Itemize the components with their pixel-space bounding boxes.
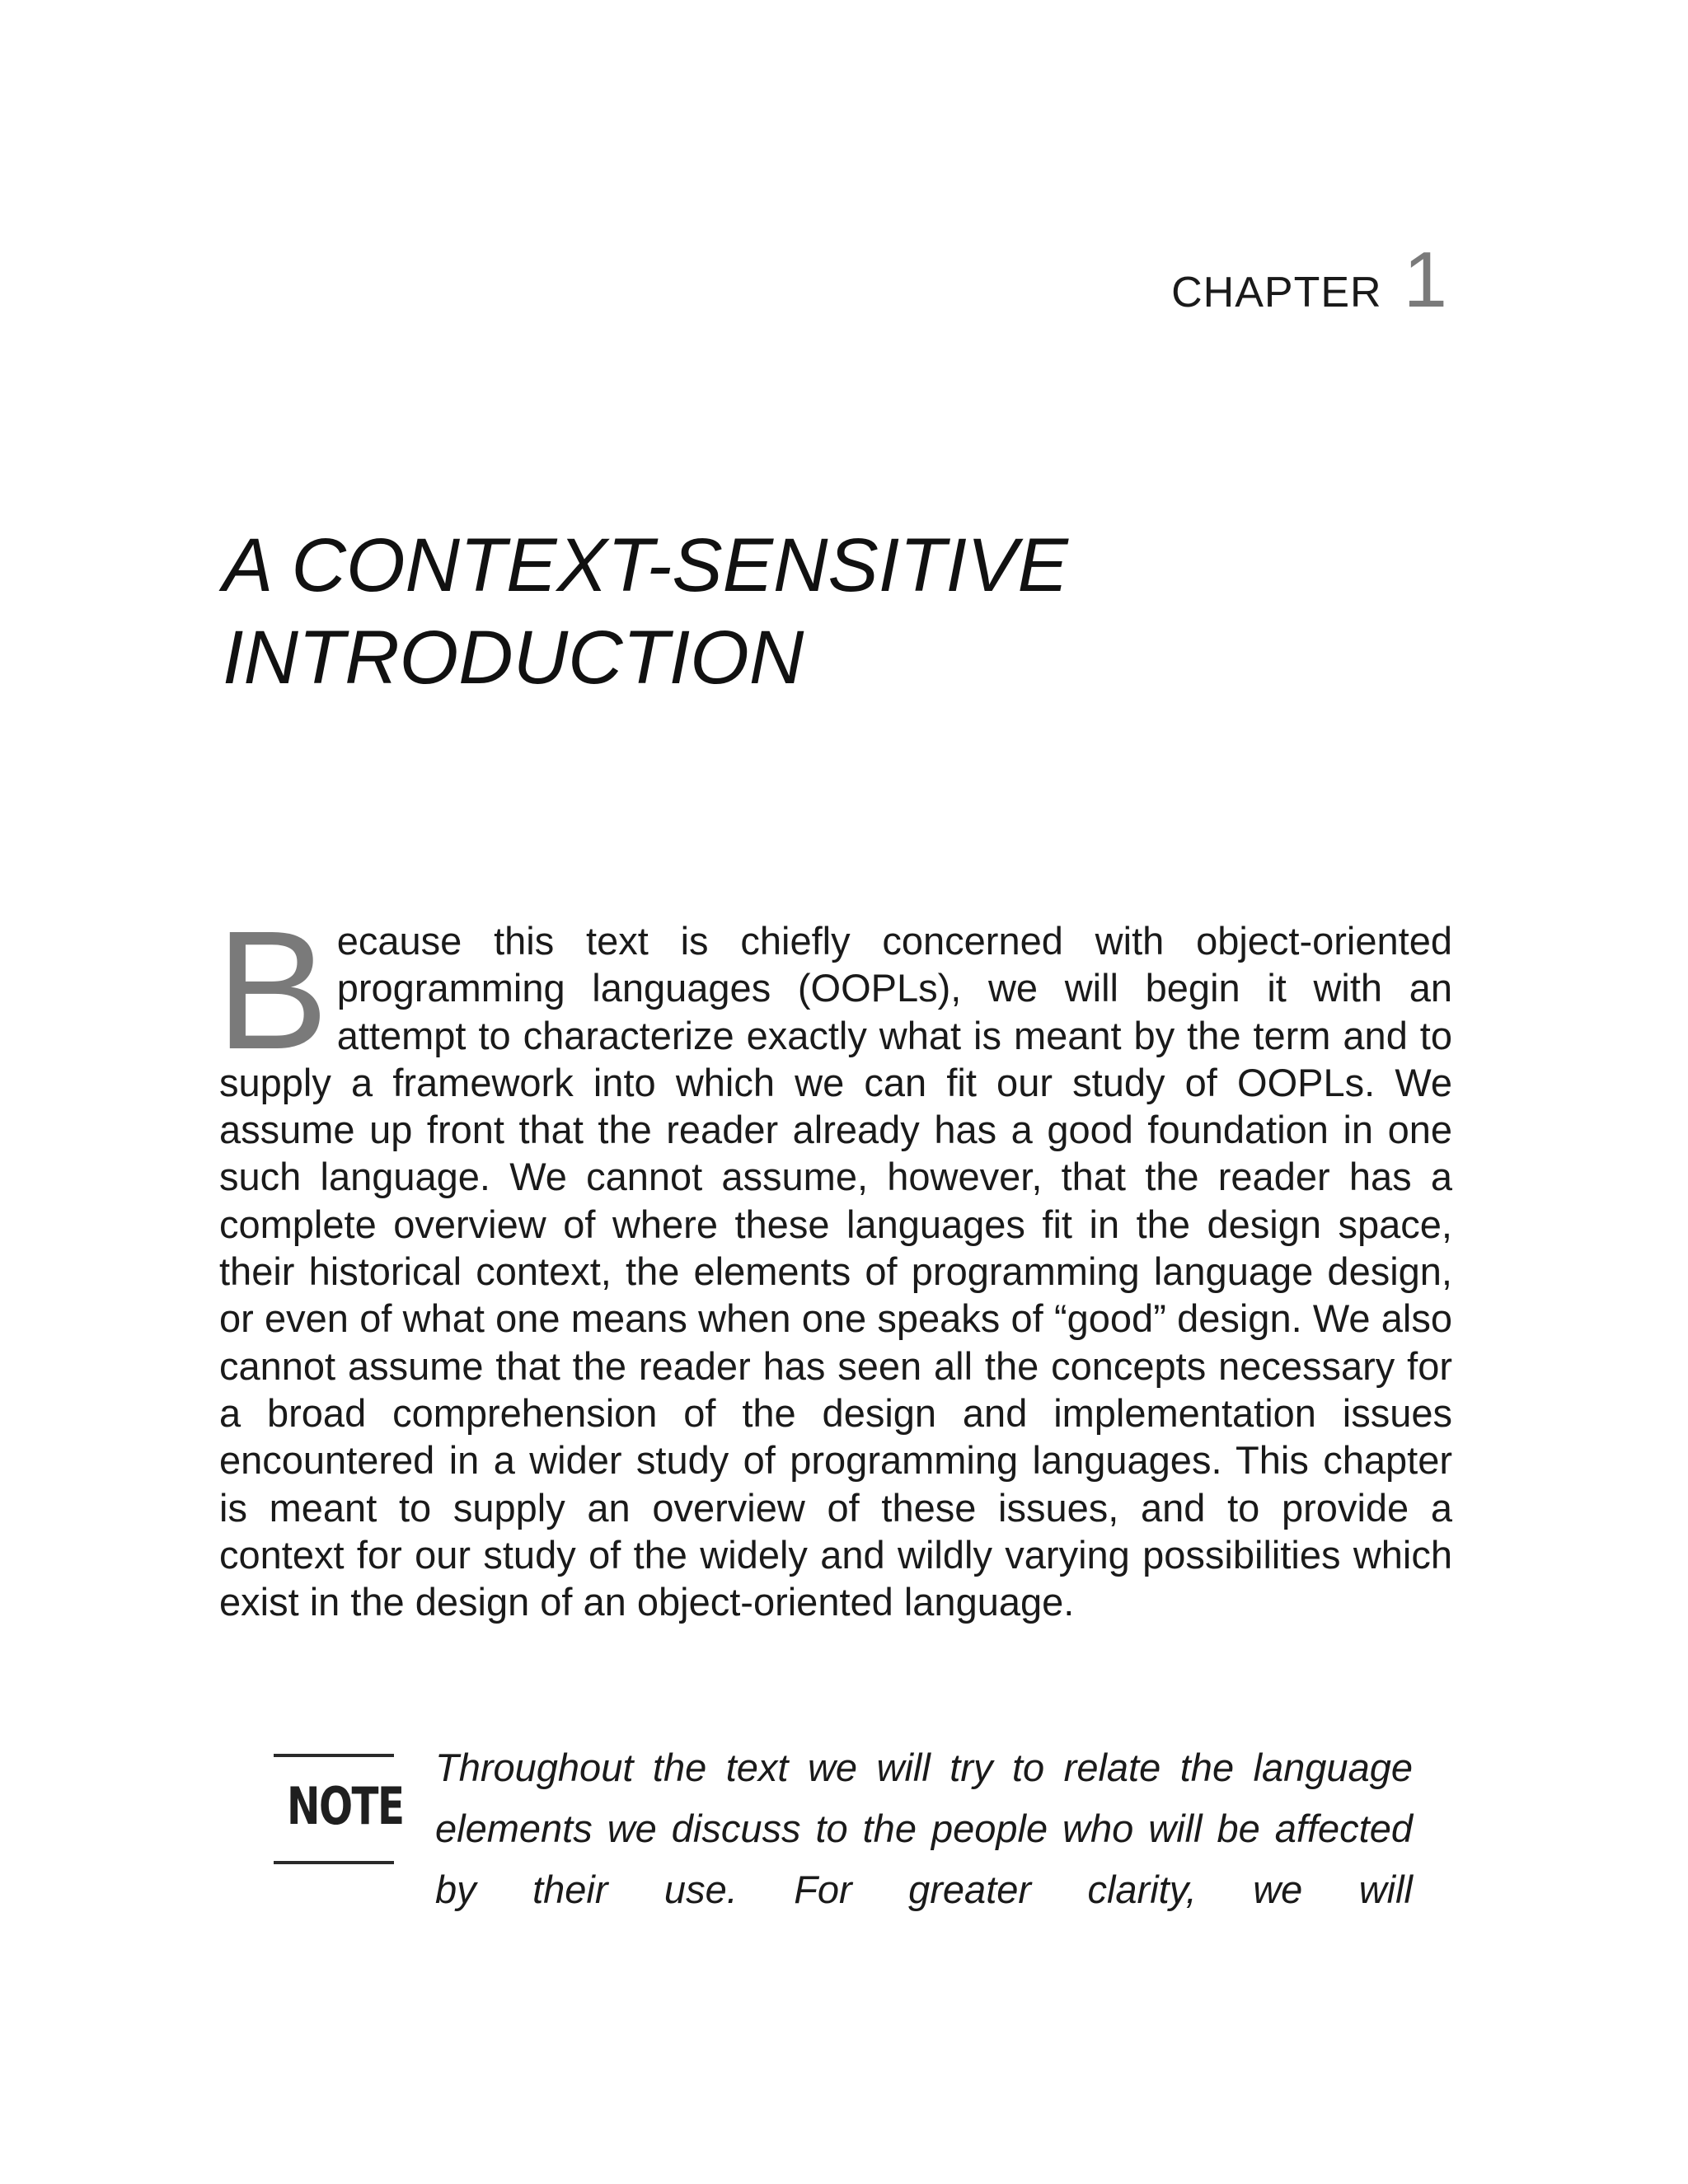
intro-paragraph-text: ecause this text is chiefly concerned with object-oriented programming languages (OOPLs), we will begin it with an attempt to characterize exactly what is meant by the term and to supply a framework into which we can fit our study of OOPLs. We assume up front that the reader already has a good foundation in one such language. We cannot assume, however, that the reader has a complete overview of where these languages fit in the design space, their historical context, the elements of programming language design, or even of what one means when one speaks of “good” design. We also cannot assume that the reader has seen all the concepts necessary for a broad comprehension of the design and implementation issues encountered in a wider study of programming languages. This chapter is meant to supply an overview of these issues, and to provide a context for our study of the widely and wildly varying possibilities which exist in the design of an object-oriented language. xyxy=(219,919,1452,1624)
note-icon xyxy=(274,1754,404,1864)
note-text: Throughout the text we will try to relate the language elements we discuss to the people who will be affected by their use. For greater clarity, we will xyxy=(435,1746,1413,1911)
note-badge-label: NOTE xyxy=(287,1776,404,1836)
chapter-number: 1 xyxy=(1403,236,1447,324)
intro-paragraph xyxy=(216,896,1452,1625)
chapter-label: CHAPTER xyxy=(1171,269,1382,316)
chapter-title-line-1: A CONTEXT-SENSITIVE xyxy=(223,523,1068,607)
chapter-heading xyxy=(1171,236,1447,324)
drop-cap: B xyxy=(216,896,329,1085)
chapter-title-line-2: INTRODUCTION xyxy=(223,616,804,700)
note-bottom-rule xyxy=(274,1861,394,1864)
note-top-rule xyxy=(274,1754,394,1757)
chapter-title xyxy=(223,519,1459,704)
